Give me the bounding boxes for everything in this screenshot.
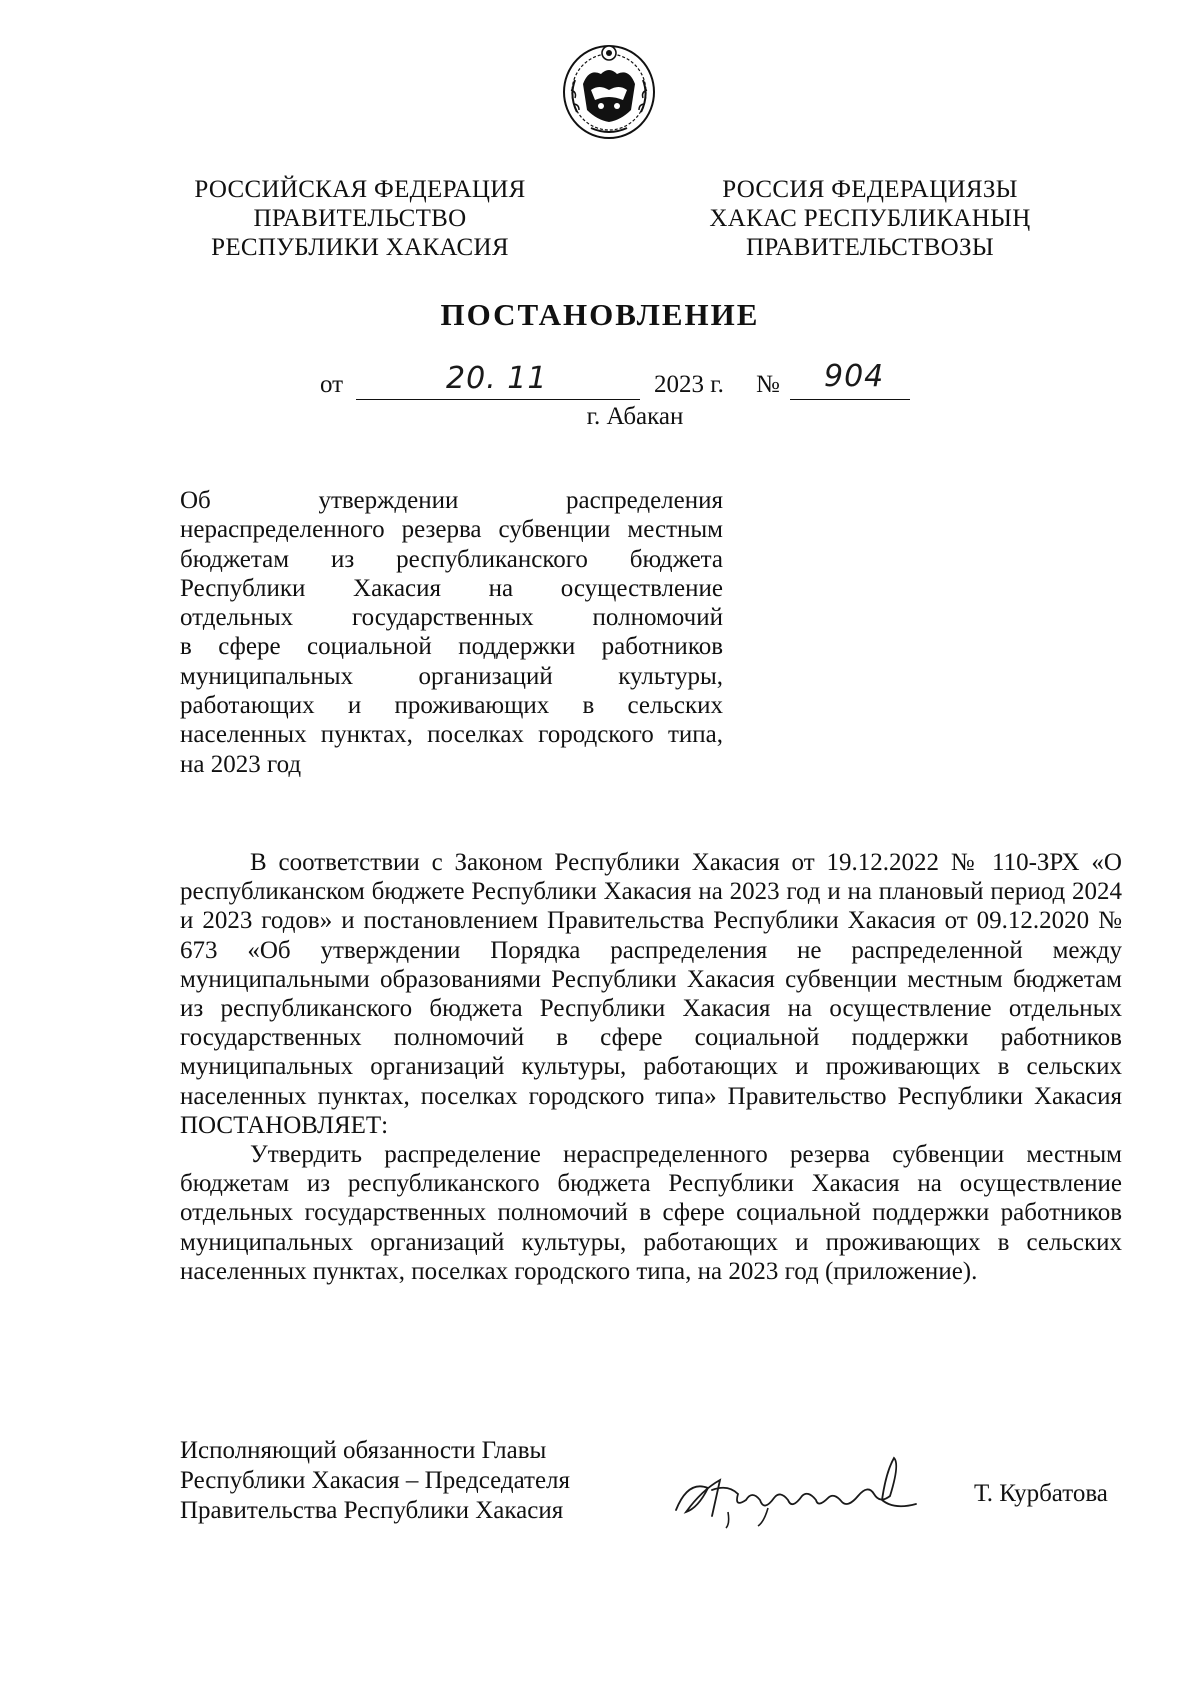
header-right-line: ПРАВИТЕЛЬСТВОЗЫ — [746, 234, 994, 261]
subject-line: бюджетам из республиканского бюджета — [180, 545, 723, 573]
year-label: 2023 г. — [654, 371, 724, 398]
city-name: г. Абакан — [586, 403, 684, 430]
subject-line: нераспределенного резерва субвенции местным — [180, 516, 723, 544]
header-left-line: РОССИЙСКАЯ ФЕДЕРАЦИЯ — [194, 176, 526, 203]
signatory-name: Т. Курбатова — [974, 1480, 1108, 1507]
header-left-ru — [150, 175, 570, 262]
handwritten-signature — [668, 1450, 928, 1530]
subject-line: муниципальных организаций культуры, — [180, 662, 723, 690]
header-right-line: РОССИЯ ФЕДЕРАЦИЯЗЫ — [722, 176, 1018, 203]
header-right-kjh — [660, 175, 1080, 262]
number-underline — [790, 399, 910, 400]
document-type-title: ПОСТАНОВЛЕНИЕ — [440, 297, 760, 332]
body-paragraph-preamble: В соответствии с Законом Республики Хакасия от 19.12.2022 № 110-ЗРХ «О республиканском бюджете Республики Хакасия на 2023 год и на плановый период 2024 и 2023 годов» и постановлением Правительства Республики Хакасия от 09.12.2020 № 673 «Об утверждении Порядка распределения не распределенной между муниципальными образованиями Республики Хакасия субвенции местным бюджетам из республиканского бюджета Республики Хакасия на осуществление отдельных государственных полномочий в сфере социальной поддержки работников муниципальных организаций культуры, работающих и проживающих в сельских населенных пунктах, поселках городского типа» Правительство Республики Хакасия ПОСТАНОВЛЯЕТ: — [180, 849, 1122, 1139]
subject-line: Республики Хакасия на осуществление — [180, 574, 723, 602]
signatory-title — [180, 1436, 570, 1526]
handwritten-date: 20. 11 — [446, 361, 548, 396]
subject-line: работающих и проживающих в сельских — [180, 692, 723, 720]
header-right-line: ХАКАС РЕСПУБЛИКАНЫҢ — [709, 205, 1031, 232]
subject-line: населенных пунктах, поселках городского типа, — [180, 721, 723, 749]
body-paragraph-resolution: Утвердить распределение нераспределенного резерва субвенции местным бюджетам из республиканского бюджета Республики Хакасия на осуществление отдельных государственных полномочий в сфере социальной поддержки работников муниципальных организаций культуры, работающих и проживающих в сельских населенных пунктах, поселках городского типа, на 2023 год (приложение). — [180, 1141, 1122, 1285]
from-label: от — [320, 371, 344, 398]
coat-of-arms-icon — [561, 40, 657, 140]
body-text — [180, 848, 1122, 1286]
signatory-title-line: Правительства Республики Хакасия — [180, 1497, 564, 1524]
handwritten-number: 904 — [824, 359, 885, 394]
number-label: № — [756, 371, 780, 398]
date-underline — [356, 399, 640, 400]
subject-line: на 2023 год — [180, 750, 302, 778]
subject-line: отдельных государственных полномочий — [180, 604, 723, 632]
subject-line: в сфере социальной поддержки работников — [180, 633, 723, 661]
signatory-title-line: Исполняющий обязанности Главы — [180, 1437, 547, 1464]
header-left-line: ПРАВИТЕЛЬСТВО — [253, 205, 467, 232]
subject-line: Об утверждении распределения — [180, 487, 723, 514]
signatory-title-line: Республики Хакасия – Председателя — [180, 1467, 571, 1494]
subject-block — [180, 486, 723, 779]
header-left-line: РЕСПУБЛИКИ ХАКАСИЯ — [211, 234, 509, 261]
